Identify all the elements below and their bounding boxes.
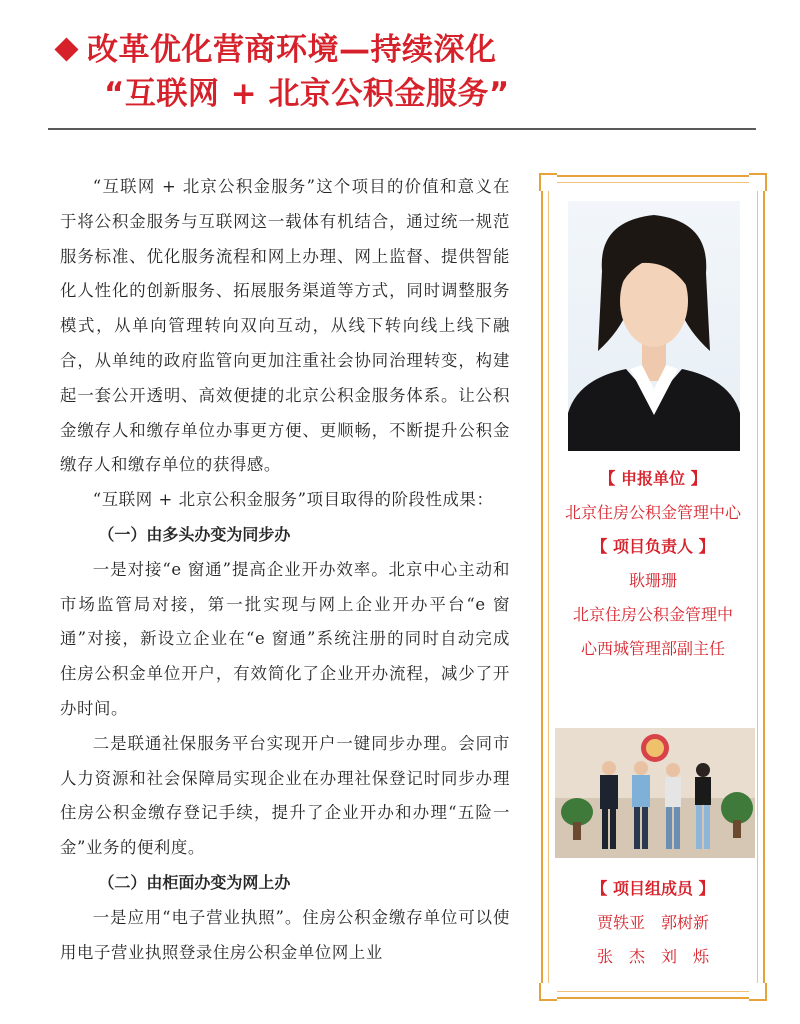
applicant-name: 北京住房公积金管理中心	[564, 503, 741, 522]
applicant-label: 【 申报单位 】	[599, 469, 707, 488]
body-paragraph: 二是联通社保服务平台实现开户一键同步办理。会同市人力资源和社会保障局实现企业在办理社保登记时同步办理住房公积金缴存登记手续，提升了企业开办和办理“五险一金”业务的便利度。	[60, 733, 510, 858]
section-heading: （二）由柜面办变为网上办	[98, 872, 291, 892]
body-paragraph: 一是对接“e 窗通”提高企业开办效率。北京中心主动和市场监管局对接，第一批实现与网上企业开办平台“e 窗通”对接，新设立企业在“e 窗通”系统注册的同时自动完成住房公积金单位开户，有效简化了企业开办流程，减少了开办时间。	[60, 559, 510, 718]
frame-corner-ornament	[749, 983, 767, 1001]
members-label: 【 项目组成员 】	[591, 879, 715, 898]
frame-corner-ornament	[539, 173, 557, 191]
frame-corner-ornament	[749, 173, 767, 191]
leader-portrait-photo	[568, 201, 740, 451]
title-divider	[48, 128, 756, 130]
article-body	[60, 170, 510, 970]
section-heading: （一）由多头办变为同步办	[98, 524, 291, 544]
leader-name: 耿珊珊	[628, 571, 677, 590]
leader-title-line-2: 心西城管理部副主任	[580, 639, 725, 658]
frame-corner-ornament	[539, 983, 557, 1001]
title-line-1: 改革优化营商环境—持续深化	[52, 28, 772, 72]
diamond-bullet-icon	[54, 37, 78, 61]
members-line-2: 张 杰 刘 烁	[596, 947, 709, 966]
leader-label: 【 项目负责人 】	[591, 537, 715, 556]
body-paragraph: 一是应用“电子营业执照”。住房公积金缴存单位可以使用电子营业执照登录住房公积金单位网上业	[60, 907, 510, 962]
leader-title-line-1: 北京住房公积金管理中	[572, 605, 733, 624]
body-paragraph: “互联网 + 北京公积金服务”项目取得的阶段性成果：	[92, 490, 494, 510]
article-title	[52, 28, 772, 116]
body-paragraph: “互联网 + 北京公积金服务”这个项目的价值和意义在于将公积金服务与互联网这一载体有机结合，通过统一规范服务标准、优化服务流程和网上办理、网上监督、提供智能化人性化的创新服务、拓展服务渠道等方式，同时调整服务模式，从单向管理转向双向互动，从线下转向线上线下融合，从单纯的政府监管向更加注重社会协同治理转变，构建起一套公开透明、高效便捷的北京公积金服务体系。让公积金缴存人和缴存单位办事更方便、更顺畅，不断提升公积金缴存人和缴存单位的获得感。	[60, 177, 510, 475]
team-group-photo	[555, 728, 755, 858]
members-line-1: 贾轶亚 郭树新	[596, 913, 709, 932]
title-line-2: “互联网 + 北京公积金服务”	[104, 76, 510, 112]
